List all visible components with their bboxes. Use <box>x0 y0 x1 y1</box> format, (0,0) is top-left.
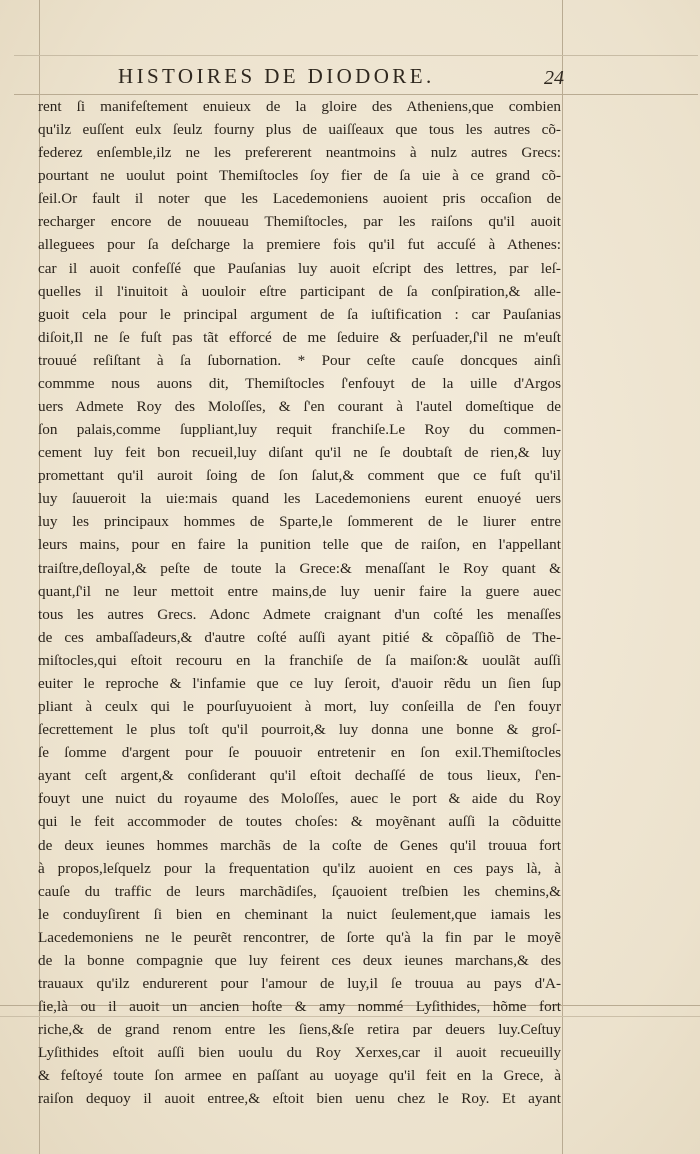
text-line: promettant qu'il auroit ſoing de ſon ſalut,& comment que ce fuſt qu'il <box>38 467 561 485</box>
text-line: raiſon dequoy il auoit entree,& eſtoit bien uenu chez le Roy. Et ayant <box>38 1090 561 1108</box>
rule-right-margin <box>562 0 563 1154</box>
text-line: guoit cela pour le principal argument de ſa iuſtification : car Pauſanias <box>38 305 561 323</box>
text-line: luy ſauueroit la uie:mais quand les Lacedemoniens eurent enuoyé uers <box>38 490 561 508</box>
text-line: qui le feit accommoder de toutes choſes: & moyẽnant auſſi la cõduitte <box>38 813 561 831</box>
text-line: qu'ilz euſſent eulx ſeulz fourny plus de uaiſſeaux que tous les autres cõ- <box>38 121 561 139</box>
text-line: fouyt une nuict du royaume des Moloſſes, auec le port & aide du Roy <box>38 790 561 808</box>
text-line: trouué reſiſtant à ſa ſubornation. * Pour ceſte cauſe doncques ainſi <box>38 351 561 369</box>
text-line: miſtocles,qui eſtoit recouru en la franchiſe de ſa maiſon:& uoulãt auſſi <box>38 651 561 669</box>
text-line: à propos,leſquelz pour la frequentation qu'ilz auoient en ces pays là, à <box>38 859 561 877</box>
text-line: ſe ſomme d'argent pour ſe pouuoir entretenir en ſon exil.Themiſtocles <box>38 744 561 762</box>
text-line: de la bonne compagnie que luy feirent ces deux ieunes marchans,& des <box>38 951 561 969</box>
text-line: car il auoit confeſſé que Pauſanias luy auoit eſcript des lettres, par leſ- <box>38 259 561 277</box>
text-line: cement luy feit bon recueil,luy diſant qu'il ne ſe doubtaſt de rien,& luy <box>38 444 561 462</box>
text-line: quant,ſ'il ne leur mettoit entre mains,de luy uenir faire la guere auec <box>38 582 561 600</box>
text-line: ſecrettement le plus toſt qu'il pourroit,& luy donna une bonne & groſ- <box>38 721 561 739</box>
text-line: pliant à ceulx qui le pourſuyuoient à mort, luy conſeilla de ſ'en fouyr <box>38 698 561 716</box>
text-line: le conduyſirent ſi bien en cheminant la nuict ſeulement,que iamais les <box>38 905 561 923</box>
text-line: ayant ceſt argent,& conſiderant qu'il eſtoit dechaſſé de tous lieux, ſ'en- <box>38 767 561 785</box>
rule-header-top <box>14 55 698 56</box>
text-line: quelles il l'inuitoit à uouloir eſtre participant de ſa conſpiration,& alle- <box>38 282 561 300</box>
page-number: 24 <box>544 67 564 89</box>
text-line: ſon palais,comme ſuppliant,luy requit franchiſe.Le Roy du commen- <box>38 421 561 439</box>
text-line: leurs mains, pour en faire la punition telle que de raiſon, en l'appellant <box>38 536 561 554</box>
text-line: federez enſemble,ilz ne les prefererent neantmoins à nulz autres Grecs: <box>38 144 561 162</box>
text-line: traiſtre,deſloyal,& peſte de toute la Grece:& menaſſant le Roy quant & <box>38 559 561 577</box>
text-line: cauſe du traffic de leurs marchãdiſes, ſçauoient treſbien les chemins,& <box>38 882 561 900</box>
text-line: commme nous auons dit, Themiſtocles ſ'enfouyt de la uille d'Argos <box>38 374 561 392</box>
text-line: alleguees pour ſa deſcharge la premiere fois qu'il fut accuſé à Athenes: <box>38 236 561 254</box>
text-line: rent ſi manifeſtement enuieux de la gloire des Atheniens,que combien <box>38 98 561 115</box>
text-line: Lacedemoniens ne le peurẽt rencontrer, de ſorte qu'à la fin par le moyẽ <box>38 928 561 946</box>
text-line: de ces ambaſſadeurs,& d'autre coſté auſſi ayant pitié & cõpaſſiõ de The- <box>38 628 561 646</box>
text-line: de deux ieunes hommes marchãs de la coſte de Genes qu'il trouua fort <box>38 836 561 854</box>
text-line: trauaux qu'ilz endurerent pour l'amour de luy,il ſe trouua au pays d'A- <box>38 974 561 992</box>
text-line: uers Admete Roy des Moloſſes, & ſ'en courant à l'autel domeſtique de <box>38 398 561 416</box>
text-line: ſeil.Or fault il noter que les Lacedemoniens auoient pris occaſion de <box>38 190 561 208</box>
text-line: luy les principaux hommes de Sparte,le ſommerent de le liurer entre <box>38 513 561 531</box>
text-line: tous les autres Grecs. Adonc Admete craignant d'un coſté les menaſſes <box>38 605 561 623</box>
text-block <box>38 95 561 1110</box>
text-line: pourtant ne uoulut point Themiſtocles ſoy fier de ſa uie à ce grand cõ- <box>38 167 561 185</box>
text-line: euiter le reproche & l'infamie que ce luy ſeroit, d'auoir rẽdu un ſien ſup <box>38 674 561 692</box>
running-title: HISTOIRES DE DIODORE. <box>118 64 435 88</box>
text-line: ſie,là ou il auoit un ancien hoſte & amy nommé Lyſithides, hõme fort <box>38 998 561 1016</box>
text-line: diſoit,Il ne ſe fuſt pas tãt efforcé de me ſeduire & perſuader,ſ'il ne m'euſt <box>38 328 561 346</box>
text-line: riche,& de grand renom entre les ſiens,&ſe retira par deuers luy.Ceſtuy <box>38 1021 561 1039</box>
text-line: & feſtoyé toute ſon armee en paſſant au uoyage qu'il feit en la Grece, à <box>38 1067 561 1085</box>
text-line: recharger encore de nouueau Themiſtocles, par les raiſons qu'il auoit <box>38 213 561 231</box>
text-line: Lyſithides eſtoit auſſi bien uoulu du Roy Xerxes,car il auoit recueuilly <box>38 1044 561 1062</box>
